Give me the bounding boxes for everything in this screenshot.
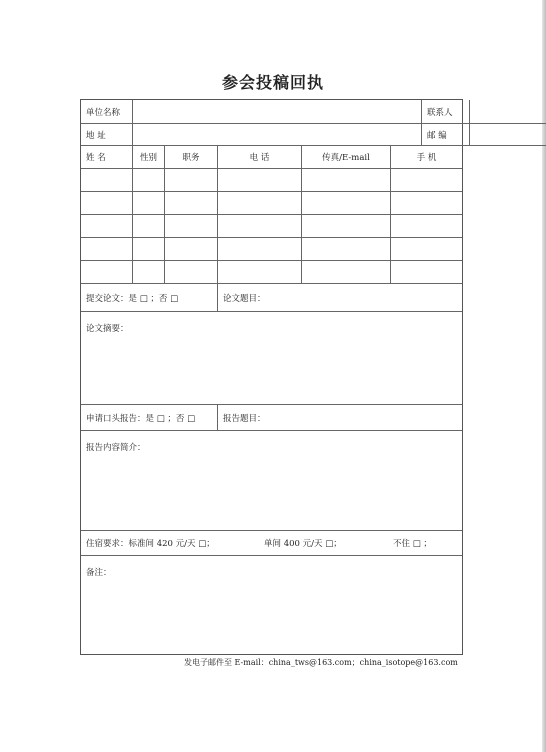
- registration-form: [80, 99, 463, 655]
- address-field[interactable]: [133, 124, 422, 146]
- address-label: 地 址: [81, 124, 133, 146]
- postcode-field[interactable]: [470, 124, 546, 146]
- table-cell[interactable]: [218, 192, 302, 215]
- lodging-none-option[interactable]: 不住 □ ；: [393, 539, 432, 549]
- table-row[interactable]: [81, 215, 133, 238]
- unit-name-field[interactable]: [133, 100, 422, 124]
- abstract-field[interactable]: 论文摘要：: [81, 312, 462, 405]
- table-cell[interactable]: [133, 238, 165, 261]
- table-cell[interactable]: [165, 192, 218, 215]
- lodging-standard-option[interactable]: 住宿要求：标准间 420 元/天 □；: [86, 539, 215, 549]
- table-cell[interactable]: [302, 238, 391, 261]
- paper-title-field[interactable]: 论文题目：: [218, 284, 462, 312]
- oral-report-option[interactable]: 申请口头报告：是 □ ；否 □: [81, 405, 218, 431]
- lodging-single-option[interactable]: 单间 400 元/天 □；: [264, 539, 342, 549]
- contact-label: 联系人: [422, 100, 470, 124]
- table-cell[interactable]: [218, 169, 302, 192]
- table-cell[interactable]: [218, 215, 302, 238]
- table-row[interactable]: [81, 261, 133, 284]
- table-cell[interactable]: [165, 238, 218, 261]
- table-row[interactable]: [81, 192, 133, 215]
- table-cell[interactable]: [218, 238, 302, 261]
- table-cell[interactable]: [302, 192, 391, 215]
- table-row[interactable]: [81, 169, 133, 192]
- table-cell[interactable]: [302, 215, 391, 238]
- unit-name-label: 单位名称: [81, 100, 133, 124]
- header-phone: 电 话: [218, 146, 302, 169]
- remarks-field[interactable]: 备注：: [86, 568, 112, 578]
- table-cell[interactable]: [165, 215, 218, 238]
- table-cell[interactable]: [165, 261, 218, 284]
- table-cell[interactable]: [133, 261, 165, 284]
- table-cell[interactable]: [391, 169, 462, 192]
- lodging-row: [81, 531, 462, 556]
- report-title-field[interactable]: 报告题目：: [218, 405, 462, 431]
- table-cell[interactable]: [133, 215, 165, 238]
- header-position: 职务: [165, 146, 218, 169]
- header-fax-email: 传真/E-mail: [302, 146, 391, 169]
- header-gender: 性别: [133, 146, 165, 169]
- report-intro-field[interactable]: 报告内容简介：: [81, 431, 462, 531]
- email-footer: 发电子邮件至 E-mail：china_tws@163.com；china_isotope@163.com: [184, 658, 458, 667]
- postcode-label: 邮 编: [422, 124, 470, 146]
- contact-field[interactable]: [470, 100, 546, 124]
- table-cell[interactable]: [218, 261, 302, 284]
- table-cell[interactable]: [391, 192, 462, 215]
- table-cell[interactable]: [133, 169, 165, 192]
- table-row[interactable]: [81, 238, 133, 261]
- submit-paper-option[interactable]: 提交论文：是 □ ；否 □: [81, 284, 218, 312]
- table-cell[interactable]: [133, 192, 165, 215]
- table-cell[interactable]: [302, 169, 391, 192]
- header-name: 姓 名: [81, 146, 133, 169]
- table-cell[interactable]: [391, 238, 462, 261]
- header-mobile: 手 机: [391, 146, 462, 169]
- table-cell[interactable]: [391, 261, 462, 284]
- page-title: 参会投稿回执: [221, 73, 324, 92]
- table-cell[interactable]: [165, 169, 218, 192]
- table-cell[interactable]: [391, 215, 462, 238]
- table-cell[interactable]: [302, 261, 391, 284]
